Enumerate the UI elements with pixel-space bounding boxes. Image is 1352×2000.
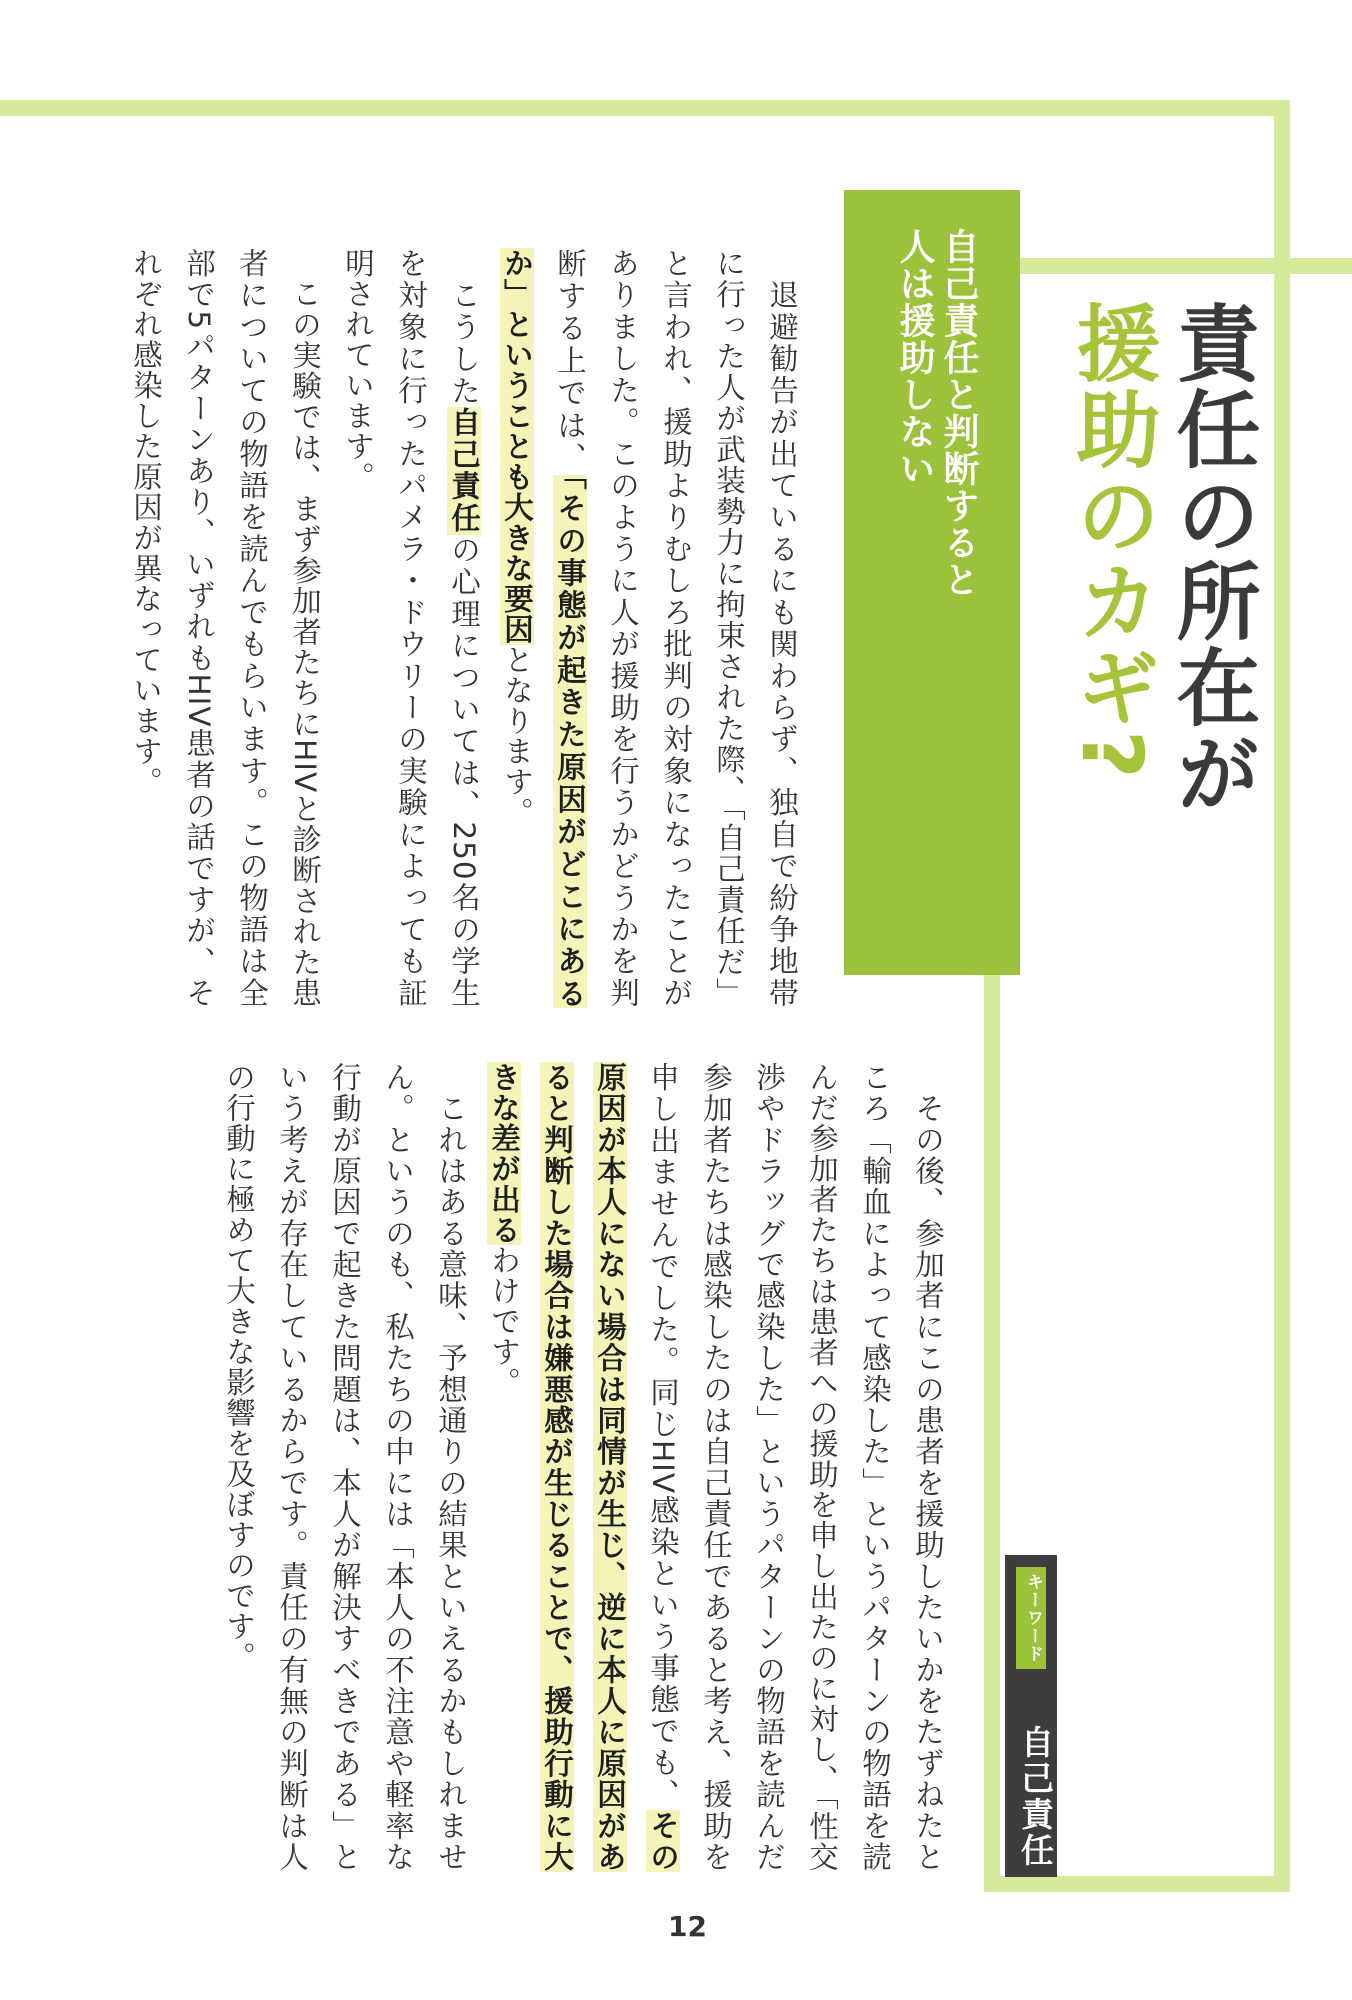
- paragraph: [212, 1062, 477, 1872]
- text-run: の心理については、250名の学生を対象に行ったパメラ・ドウリーの実験によっても証明されています。: [341, 248, 481, 1009]
- keyword-value: 自己責任: [1016, 1725, 1055, 1869]
- bottom-frame-bar: [984, 1876, 1290, 1892]
- emphasis-text: 自己責任: [447, 407, 481, 535]
- subtitle-heading: [892, 228, 980, 598]
- text-run: その後、参加者にこの患者を援助したいかをたずねたところ「輸血によって感染した」というパターンの物語を読んだ参加者たちは患者への援助を申し出たのに対し、「性交渉やドラッグで感染した」というパターンの物語を読んだ参加者たちは感染したのは自己責任であると考え、援助を申し出ませんでした。同じHIV感染という事態でも、: [646, 1062, 945, 1873]
- page-title-line2: 援助のカギ?: [1063, 300, 1161, 781]
- page-number: 12: [668, 1910, 707, 1943]
- text-run: 退避勧告が出ているにも関わらず、独自で紛争地帯に行った人が武装勢力に拘束された際、「自己責任だ」と言われ、援助よりむしろ批判の対象になったことがありました。このように人が援助を行うかどうかを判断する上では、: [553, 248, 799, 1009]
- keyword-box: [1005, 1555, 1057, 1877]
- text-run: わけです。: [487, 1245, 521, 1398]
- paragraph: [119, 248, 331, 1008]
- text-run: この実験では、まず参加者たちにHIVと診断された患者についての物語を読んでもらいます。この物語は全部で5パターンあり、いずれもHIV患者の話ですが、それぞれ感染した原因が異なっています。: [129, 248, 322, 1008]
- paragraph: [490, 248, 808, 1008]
- text-run: こうした: [447, 279, 481, 408]
- subtitle-box: [844, 190, 1020, 975]
- text-run: となります。: [500, 644, 534, 828]
- article-section-1: [88, 248, 808, 1008]
- article-section-2: [88, 1062, 954, 1872]
- keyword-label: キーワード: [1016, 1567, 1046, 1669]
- paragraph: [477, 1062, 954, 1872]
- emphasis-text: 「その事態が起きた原因がどこにあるか」ということも大きな要因: [500, 248, 587, 1009]
- emphasis-text: その原因が本人にない場合は同情が生じ、逆に本人に原因があると判断した場合は嫌悪感が生じることで、援助行動に大きな差が出る: [487, 1062, 680, 1872]
- right-frame-bar: [1274, 100, 1290, 1890]
- subtitle-line1: 自己責任と判断すると: [938, 228, 979, 598]
- subtitle-line2: 人は援助しない: [894, 228, 935, 487]
- paragraph: [331, 248, 490, 1008]
- page-title-line1: 責任の所在が: [1163, 300, 1261, 816]
- title-divider-bar: [1000, 258, 1352, 274]
- text-run: これはある意味、予想通りの結果といえるかもしれません。というのも、私たちの中には「本人の不注意や軽率な行動が原因で起きた問題は、本人が解決すべきである」という考えが存在しているからです。責任の有無の判断は人の行動に極めて大きな影響を及ぼすのです。: [222, 1062, 468, 1873]
- top-frame-bar: [0, 100, 1290, 116]
